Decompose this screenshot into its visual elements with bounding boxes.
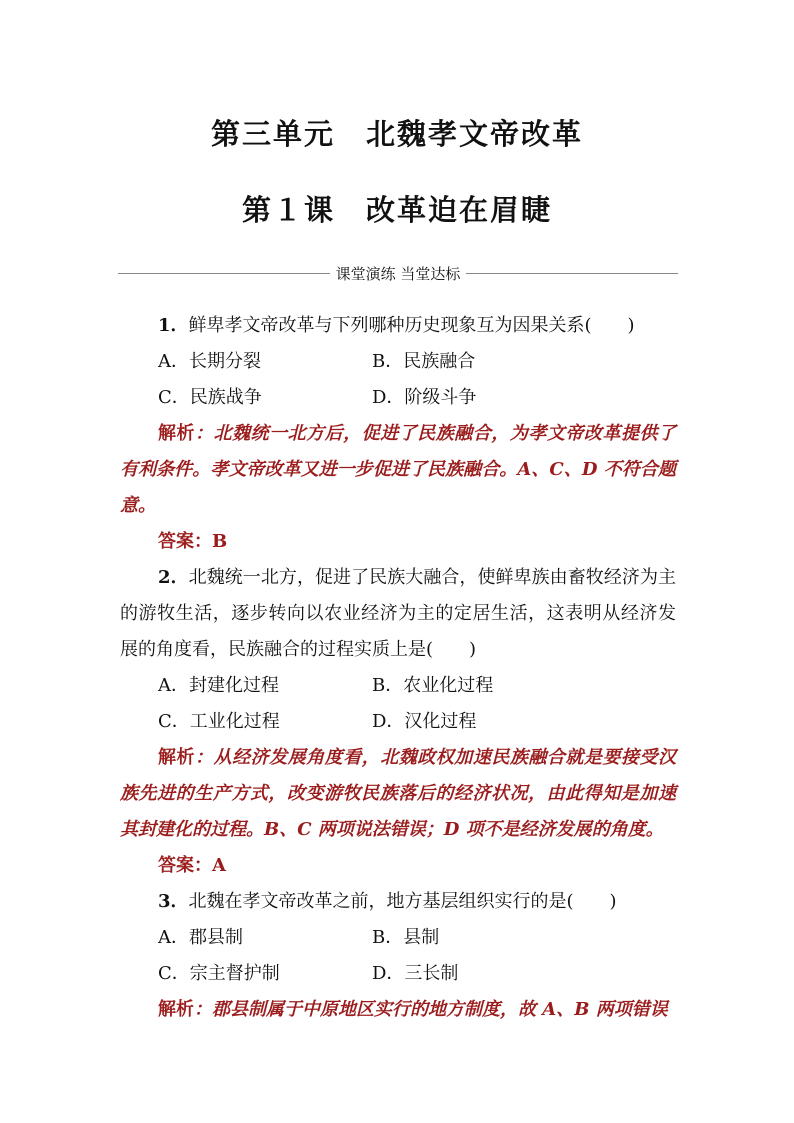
question-number: 2． (158, 567, 189, 588)
analysis (120, 992, 676, 1028)
answer-value: ：A (194, 855, 226, 876)
answer-label: 答案 (158, 855, 194, 876)
question-number: 1． (158, 315, 189, 336)
section-label: 课堂演练 当堂达标 (335, 264, 461, 283)
option-c: C．宗主督护制 (158, 963, 280, 984)
question-1 (120, 308, 676, 560)
option-b: B．县制 (372, 927, 440, 948)
analysis-label: 解析 (158, 999, 194, 1020)
option-b: B．农业化过程 (372, 675, 494, 696)
question-stem (120, 560, 676, 668)
options-row (120, 668, 676, 704)
divider-line-left (118, 273, 330, 274)
unit-title: 第三单元 北魏孝文帝改革 (210, 117, 583, 151)
options-row (120, 380, 676, 416)
answer (120, 848, 676, 884)
option-d: D．汉化过程 (372, 711, 477, 732)
question-3 (120, 884, 676, 1028)
answer-value: ：B (194, 531, 228, 552)
question-list (120, 308, 676, 1028)
analysis (120, 740, 676, 848)
analysis (120, 416, 676, 524)
question-number: 3． (158, 891, 189, 912)
analysis-label: 解析 (158, 423, 196, 444)
analysis-text: ：北魏统一北方后，促进了民族融合，为孝文帝改革提供了有利条件。孝文帝改革又进一步促进了民族融合。A、C、D 不符合题意。 (120, 423, 677, 516)
lesson-title: 第１课 改革迫在眉睫 (241, 193, 552, 227)
options-row (120, 704, 676, 740)
answer-label: 答案 (158, 531, 194, 552)
question-text: 鲜卑孝文帝改革与下列哪种历史现象互为因果关系( ) (188, 315, 635, 336)
question-text: 北魏在孝文帝改革之前，地方基层组织实行的是( ) (188, 891, 617, 912)
options-row (120, 956, 676, 992)
option-c: C．工业化过程 (158, 711, 280, 732)
option-b: B．民族融合 (372, 351, 476, 372)
option-d: D．阶级斗争 (372, 387, 477, 408)
question-text: 北魏统一北方，促进了民族大融合，使鲜卑族由畜牧经济为主的游牧生活，逐步转向以农业经济为主的定居生活，这表明从经济发展的角度看，民族融合的过程实质上是( ) (120, 567, 677, 660)
analysis-text: ：从经济发展角度看，北魏政权加速民族融合就是要接受汉族先进的生产方式，改变游牧民族落后的经济状况，由此得知是加速其封建化的过程。B、C 两项说法错误；D 项不是经济发展的角度。 (120, 747, 677, 840)
question-stem (120, 308, 676, 344)
option-a: A．长期分裂 (158, 351, 261, 372)
analysis-text: ：郡县制属于中原地区实行的地方制度，故 A、B 两项错误 (194, 999, 668, 1020)
option-a: A．郡县制 (158, 927, 243, 948)
divider-line-right (466, 273, 678, 274)
analysis-label: 解析 (158, 747, 196, 768)
answer (120, 524, 676, 560)
option-d: D．三长制 (372, 963, 459, 984)
question-stem (120, 884, 676, 920)
option-a: A．封建化过程 (158, 675, 279, 696)
option-c: C．民族战争 (158, 387, 262, 408)
options-row (120, 920, 676, 956)
question-2 (120, 560, 676, 884)
options-row (120, 344, 676, 380)
section-divider (118, 262, 678, 284)
